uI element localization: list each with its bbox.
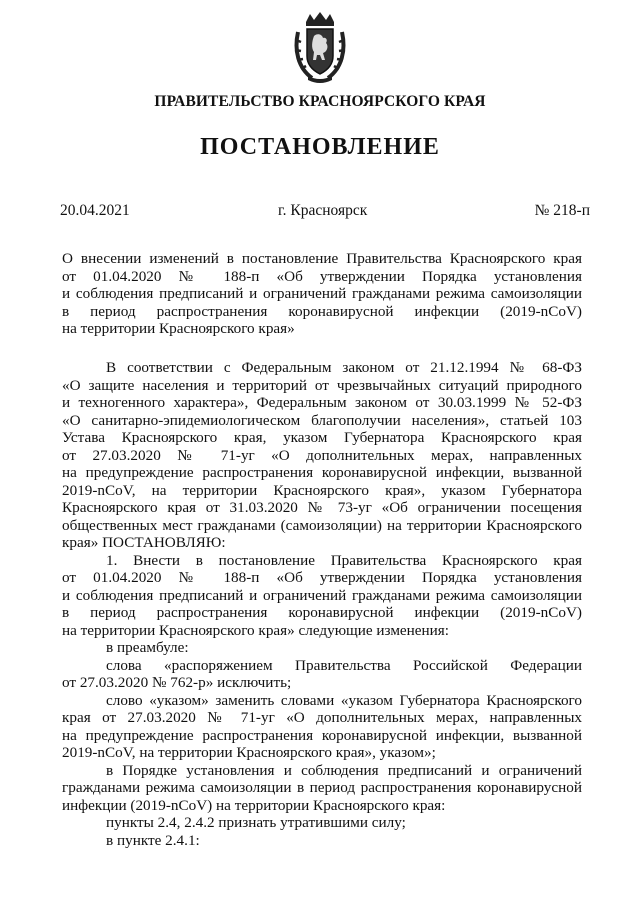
coat-of-arms-icon	[292, 12, 348, 84]
body-line: Устава Красноярского края, указом Губернатора Красноярского края	[62, 429, 582, 446]
document-number: № 218-п	[534, 202, 590, 219]
body-line: В соответствии с Федеральным законом от 21.12.1994 № 68-ФЗ	[106, 359, 582, 376]
body-line: на территории Красноярского края» следующие изменения:	[62, 621, 450, 639]
body-line: 2019-nCoV, на территории Красноярского края», указом»;	[62, 744, 436, 761]
body-line: от 01.04.2020 № 188-п «Об утверждении Порядка установления	[62, 569, 582, 586]
government-name: ПРАВИТЕЛЬСТВО КРАСНОЯРСКОГО КРАЯ	[154, 93, 486, 110]
body-line: края от 27.03.2020 № 71-уг «О дополнительных мерах, направленных	[62, 709, 582, 726]
body-line: слово «указом» заменить словами «указом Губернатора Красноярского	[106, 691, 582, 709]
title-line: и соблюдения предписаний и ограничений гражданами режима самоизоляции	[62, 285, 582, 302]
body-line: в период распространения коронавирусной инфекции (2019-nCoV)	[62, 604, 582, 621]
body-line: в преамбуле:	[106, 639, 189, 656]
title-line: от 01.04.2020 № 188-п «Об утверждении Порядка установления	[62, 267, 582, 285]
body-line: «О санитарно-эпидемиологическом благополучии населения», статьей 103	[62, 411, 582, 429]
body-line: Красноярского края от 31.03.2020 № 73-уг «Об ограничении посещения	[62, 499, 582, 516]
document-body	[62, 359, 582, 849]
body-line: 1. Внести в постановление Правительства Красноярского края	[106, 551, 582, 569]
title-line: О внесении изменений в постановление Правительства Красноярского края	[62, 250, 582, 267]
body-line: на предупреждение распространения коронавирусной инфекции, вызванной	[62, 464, 582, 481]
document-city: г. Красноярск	[278, 202, 368, 219]
body-line: и соблюдения предписаний и ограничений гражданами режима самоизоляции	[62, 586, 582, 604]
body-line: общественных мест гражданами (самоизоляции) на территории Красноярского	[62, 516, 582, 534]
document-title	[62, 250, 582, 338]
document-type: ПОСТАНОВЛЕНИЕ	[200, 134, 440, 160]
body-line: 2019-nCoV, на территории Красноярского края», указом Губернатора	[62, 481, 582, 499]
body-line: пункты 2.4, 2.4.2 признать утратившими силу;	[106, 814, 406, 831]
body-line: в Порядке установления и соблюдения предписаний и ограничений	[106, 761, 582, 779]
body-line: гражданами режима самоизоляции в период распространения коронавирусной	[62, 779, 582, 796]
body-line: в пункте 2.4.1:	[106, 831, 200, 849]
body-line: от 27.03.2020 № 71-уг «О дополнительных мерах, направленных	[62, 446, 582, 464]
title-line: на территории Красноярского края»	[62, 320, 295, 337]
document-meta	[60, 202, 590, 222]
body-line: на предупреждение распространения коронавирусной инфекции, вызванной	[62, 726, 582, 744]
body-line: и техногенного характера», Федеральным законом от 30.03.1999 № 52-ФЗ	[62, 394, 582, 411]
body-line: края» ПОСТАНОВЛЯЮ:	[62, 534, 226, 551]
body-line: слова «распоряжением Правительства Российской Федерации	[106, 656, 582, 674]
body-line: «О защите населения и территорий от чрезвычайных ситуаций природного	[62, 376, 582, 394]
title-line: в период распространения коронавирусной инфекции (2019-nCoV)	[62, 302, 582, 320]
document-date: 20.04.2021	[60, 202, 130, 219]
body-line: от 27.03.2020 № 762-р» исключить;	[62, 674, 292, 691]
body-line: инфекции (2019-nCoV) на территории Красноярского края:	[62, 796, 446, 814]
